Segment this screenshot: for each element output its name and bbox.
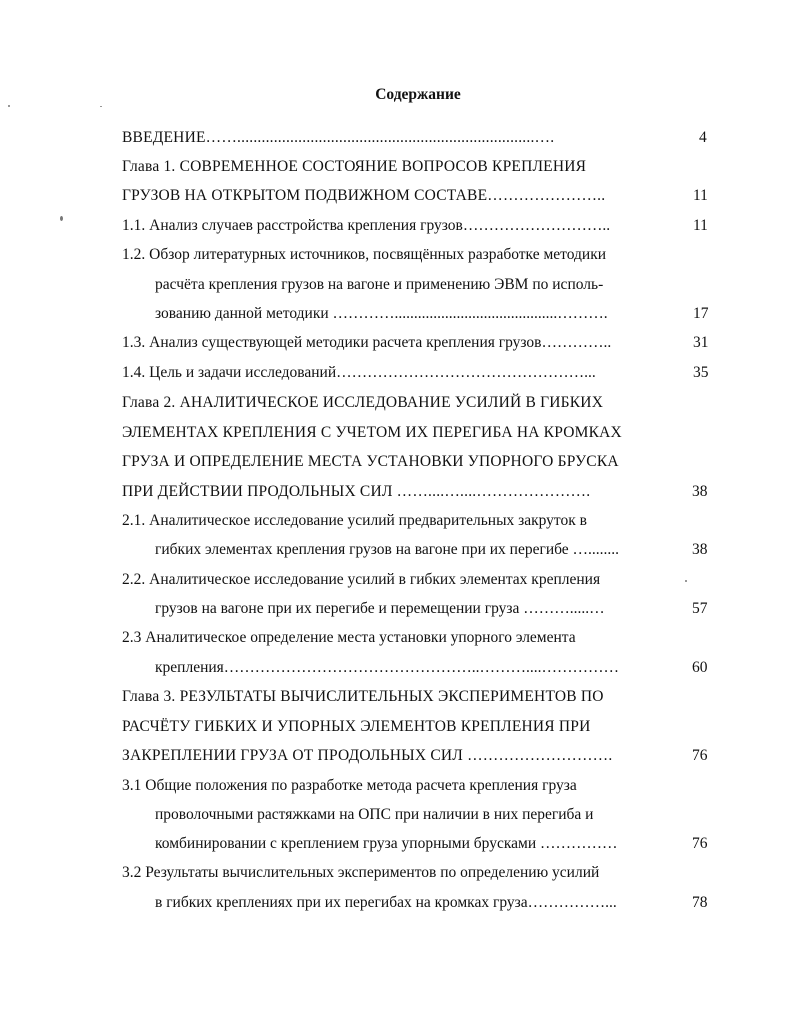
toc-page-number: 60 bbox=[692, 659, 708, 676]
toc-entry-text: 3.1 Общие положения по разработке метода расчета крепления груза bbox=[122, 777, 577, 794]
page-title: Содержание bbox=[375, 86, 461, 103]
toc-entry-text: Глава 1. СОВРЕМЕННОЕ СОСТОЯНИЕ ВОПРОСОВ КРЕПЛЕНИЯ bbox=[122, 158, 587, 175]
toc-entry-text: гибких элементах крепления грузов на вагоне при их перегибе …........ bbox=[155, 541, 620, 558]
toc-page-number: 11 bbox=[693, 217, 708, 234]
toc-page-number: 35 bbox=[693, 364, 709, 381]
toc-entry-text: зованию данной методики …………..........................................………. bbox=[155, 305, 608, 322]
toc-page-number: 4 bbox=[699, 129, 707, 146]
toc-entry-text: в гибких креплениях при их перегибах на кромках груза……………... bbox=[155, 894, 617, 911]
toc-entry-text: проволочными растяжками на ОПС при наличии в них перегиба и bbox=[155, 806, 594, 823]
toc-entry-text: комбинировании с креплением груза упорными брусками …………… bbox=[155, 835, 618, 852]
toc-entry-text: крепления…………………………………………..………....…………… bbox=[155, 659, 620, 676]
toc-entry-text: 1.1. Анализ случаев расстройства крепления грузов……………………….. bbox=[122, 217, 611, 234]
scan-speck bbox=[60, 216, 63, 221]
toc-page-number: 78 bbox=[692, 894, 708, 911]
toc-entry-text: 1.4. Цель и задачи исследований…………………………………………... bbox=[122, 364, 596, 381]
toc-page-number: 17 bbox=[693, 305, 709, 322]
toc-entry-text: ГРУЗОВ НА ОТКРЫТОМ ПОДВИЖНОМ СОСТАВЕ………………….. bbox=[122, 187, 606, 204]
toc-entry-text: 2.1. Аналитическое исследование усилий предварительных закруток в bbox=[122, 512, 587, 529]
toc-entry-text: ЗАКРЕПЛЕНИИ ГРУЗА ОТ ПРОДОЛЬНЫХ СИЛ ………………………. bbox=[122, 747, 613, 764]
toc-entry-text: РАСЧЁТУ ГИБКИХ И УПОРНЫХ ЭЛЕМЕНТОВ КРЕПЛЕНИЯ ПРИ bbox=[122, 718, 591, 735]
toc-entry-text: ГРУЗА И ОПРЕДЕЛЕНИЕ МЕСТА УСТАНОВКИ УПОРНОГО БРУСКА bbox=[122, 453, 619, 470]
toc-entry-text: 2.3 Аналитическое определение места установки упорного элемента bbox=[122, 629, 576, 646]
toc-entry-text: Глава 3. РЕЗУЛЬТАТЫ ВЫЧИСЛИТЕЛЬНЫХ ЭКСПЕРИМЕНТОВ ПО bbox=[122, 688, 604, 705]
toc-entry-text: 1.3. Анализ существующей методики расчета крепления грузов………….. bbox=[122, 334, 612, 351]
scan-speck bbox=[100, 106, 102, 107]
toc-page-number: 57 bbox=[692, 600, 708, 617]
scan-speck bbox=[8, 105, 10, 107]
toc-page-number: 76 bbox=[692, 835, 708, 852]
toc-entry-text: 3.2 Результаты вычислительных экспериментов по определению усилий bbox=[122, 864, 600, 881]
toc-entry-text: Глава 2. АНАЛИТИЧЕСКОЕ ИССЛЕДОВАНИЕ УСИЛИЙ В ГИБКИХ bbox=[122, 394, 604, 411]
toc-page-number: 76 bbox=[692, 747, 708, 764]
toc-page-number: 11 bbox=[693, 187, 708, 204]
toc-page-number: 31 bbox=[693, 334, 709, 351]
toc-entry-text: 2.2. Аналитическое исследование усилий в гибких элементах крепления bbox=[122, 571, 601, 588]
toc-entry-text: расчёта крепления грузов на вагоне и применению ЭВМ по исполь- bbox=[155, 276, 604, 293]
toc-entry-text: грузов на вагоне при их перегибе и перемещении груза ……….....… bbox=[155, 600, 605, 617]
toc-entry-text: ЭЛЕМЕНТАХ КРЕПЛЕНИЯ С УЧЕТОМ ИХ ПЕРЕГИБА НА КРОМКАХ bbox=[122, 424, 622, 441]
scan-speck bbox=[685, 580, 687, 582]
toc-entry-text: ВВЕДЕНИЕ…….........................................................................…. bbox=[122, 129, 555, 146]
toc-entry-text: 1.2. Обзор литературных источников, посвящённых разработке методики bbox=[122, 246, 607, 263]
toc-page-number: 38 bbox=[692, 483, 708, 500]
toc-entry-text: ПРИ ДЕЙСТВИИ ПРОДОЛЬНЫХ СИЛ ……....…....…………………. bbox=[122, 483, 591, 500]
toc-page-number: 38 bbox=[692, 541, 708, 558]
